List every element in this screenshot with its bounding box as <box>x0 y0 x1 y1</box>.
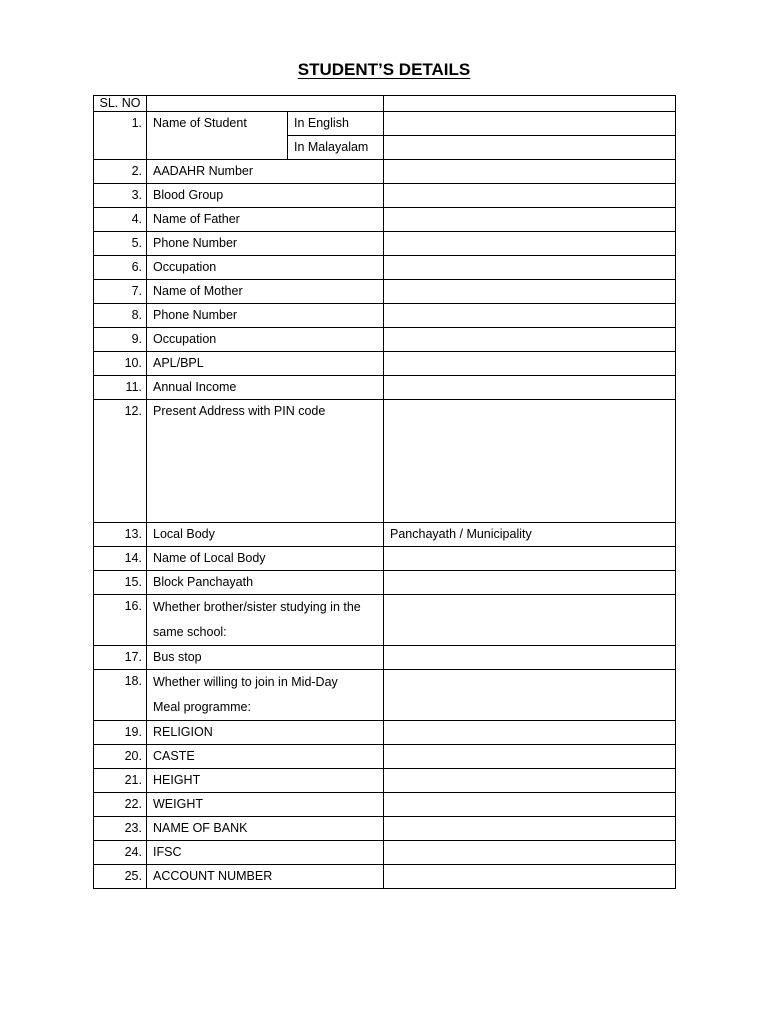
row-label: ACCOUNT NUMBER <box>147 865 384 889</box>
table-row <box>94 547 676 571</box>
table-row <box>94 595 676 646</box>
value-field[interactable] <box>384 646 676 670</box>
row-label: Name of Local Body <box>147 547 384 571</box>
row-label: Phone Number <box>147 304 384 328</box>
row-number: 9. <box>94 328 147 352</box>
row-number: 2. <box>94 160 147 184</box>
row-label: Phone Number <box>147 232 384 256</box>
row-number: 7. <box>94 280 147 304</box>
table-row <box>94 208 676 232</box>
page-title-text: STUDENT’S DETAILS <box>297 60 471 79</box>
value-field[interactable] <box>384 208 676 232</box>
row-number: 1. <box>94 112 147 160</box>
row-label: APL/BPL <box>147 352 384 376</box>
value-field[interactable] <box>384 304 676 328</box>
row-label: WEIGHT <box>147 793 384 817</box>
row-number: 11. <box>94 376 147 400</box>
row-number: 10. <box>94 352 147 376</box>
address-field[interactable] <box>384 400 676 523</box>
row-label: Occupation <box>147 256 384 280</box>
row-label: Annual Income <box>147 376 384 400</box>
value-field[interactable] <box>384 670 676 721</box>
header-label-cell <box>147 96 384 112</box>
value-field[interactable] <box>384 547 676 571</box>
table-row <box>94 280 676 304</box>
value-field[interactable] <box>384 865 676 889</box>
table-row <box>94 841 676 865</box>
row-number: 12. <box>94 400 147 523</box>
row-label: Name of Mother <box>147 280 384 304</box>
table-row <box>94 793 676 817</box>
row-number: 17. <box>94 646 147 670</box>
value-field[interactable] <box>384 793 676 817</box>
row-number: 6. <box>94 256 147 280</box>
row-number: 19. <box>94 721 147 745</box>
row-label: RELIGION <box>147 721 384 745</box>
value-field-malayalam[interactable] <box>384 136 676 160</box>
table-row <box>94 571 676 595</box>
table-row <box>94 352 676 376</box>
row-label <box>147 670 384 721</box>
row-label: AADAHR Number <box>147 160 384 184</box>
row-number: 21. <box>94 769 147 793</box>
value-field[interactable] <box>384 280 676 304</box>
row-label: Name of Student <box>147 112 288 160</box>
value-field[interactable]: Panchayath / Municipality <box>384 523 676 547</box>
value-field[interactable] <box>384 595 676 646</box>
table-row <box>94 376 676 400</box>
value-field[interactable] <box>384 841 676 865</box>
table-row <box>94 769 676 793</box>
value-field[interactable] <box>384 769 676 793</box>
row-label <box>147 595 384 646</box>
row-number: 15. <box>94 571 147 595</box>
row-label: Block Panchayath <box>147 571 384 595</box>
row-label: HEIGHT <box>147 769 384 793</box>
table-row <box>94 112 676 136</box>
row-number: 13. <box>94 523 147 547</box>
table-row <box>94 400 676 523</box>
student-details-table <box>93 95 676 889</box>
row-label: NAME OF BANK <box>147 817 384 841</box>
row-label: Present Address with PIN code <box>147 400 384 523</box>
value-field[interactable] <box>384 256 676 280</box>
value-field[interactable] <box>384 745 676 769</box>
row-number: 8. <box>94 304 147 328</box>
row-number: 22. <box>94 793 147 817</box>
row-label: Blood Group <box>147 184 384 208</box>
table-row <box>94 523 676 547</box>
table-row <box>94 745 676 769</box>
page-title <box>0 60 768 80</box>
row-number: 4. <box>94 208 147 232</box>
row-number: 14. <box>94 547 147 571</box>
value-field[interactable] <box>384 571 676 595</box>
row-number: 23. <box>94 817 147 841</box>
table-row <box>94 646 676 670</box>
row-label: Bus stop <box>147 646 384 670</box>
sub-label-english: In English <box>288 112 384 136</box>
value-field[interactable] <box>384 721 676 745</box>
row-label: Local Body <box>147 523 384 547</box>
table-row <box>94 721 676 745</box>
row-label-line: Meal programme: <box>153 700 251 714</box>
table-row <box>94 817 676 841</box>
header-value-cell <box>384 96 676 112</box>
table-row <box>94 865 676 889</box>
row-label: Name of Father <box>147 208 384 232</box>
row-label: Occupation <box>147 328 384 352</box>
table-row <box>94 328 676 352</box>
table-row <box>94 670 676 721</box>
row-number: 20. <box>94 745 147 769</box>
value-field[interactable] <box>384 160 676 184</box>
table-row <box>94 160 676 184</box>
row-label-line: Whether brother/sister studying in the <box>153 600 361 614</box>
row-number: 18. <box>94 670 147 721</box>
table-header-row <box>94 96 676 112</box>
sl-no-header: SL. NO <box>94 96 147 112</box>
value-field[interactable] <box>384 352 676 376</box>
value-field[interactable] <box>384 184 676 208</box>
value-field[interactable] <box>384 817 676 841</box>
row-label-line: Whether willing to join in Mid-Day <box>153 675 338 689</box>
row-number: 16. <box>94 595 147 646</box>
row-label: IFSC <box>147 841 384 865</box>
row-number: 5. <box>94 232 147 256</box>
row-number: 25. <box>94 865 147 889</box>
row-label-line: same school: <box>153 625 227 639</box>
table-row <box>94 304 676 328</box>
table-row <box>94 184 676 208</box>
value-field[interactable] <box>384 328 676 352</box>
table-row <box>94 232 676 256</box>
value-field[interactable] <box>384 376 676 400</box>
value-field-english[interactable] <box>384 112 676 136</box>
row-number: 24. <box>94 841 147 865</box>
sub-label-malayalam: In Malayalam <box>288 136 384 160</box>
row-label: CASTE <box>147 745 384 769</box>
table-row <box>94 256 676 280</box>
row-number: 3. <box>94 184 147 208</box>
value-field[interactable] <box>384 232 676 256</box>
